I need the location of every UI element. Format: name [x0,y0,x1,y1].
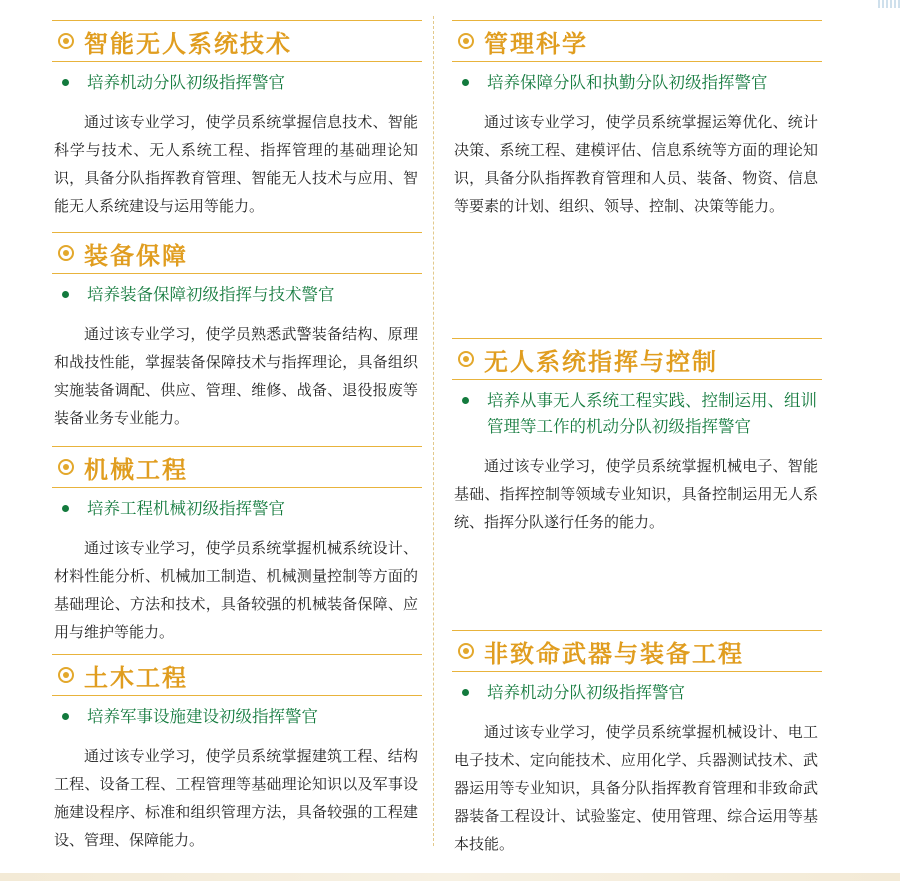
green-dot-icon [462,397,469,404]
section-unmanned-command-control [452,338,822,536]
section-subtitle [452,70,822,96]
subtitle-text: 培养保障分队和执勤分队初级指挥警官 [487,73,768,92]
subtitle-text: 培养工程机械初级指挥警官 [87,499,285,518]
section-title: 无人系统指挥与控制 [484,346,718,376]
section-header [452,338,822,380]
section-header [52,446,422,488]
green-dot-icon [62,291,69,298]
section-body: 通过该专业学习，使学员系统掌握机械电子、智能基础、指挥控制等领域专业知识，具备控制运用无人系统、指挥分队遂行任务的能力。 [454,457,818,531]
green-dot-icon [62,79,69,86]
section-title: 智能无人系统技术 [84,28,292,58]
section-body: 通过该专业学习，使学员系统掌握运筹优化、统计决策、系统工程、建模评估、信息系统等方面的理论知识，具备分队指挥教育管理和人员、装备、物资、信息等要素的计划、组织、领导、控制、决策等能力。 [454,113,818,215]
target-bullet-icon [58,33,74,49]
section-header [52,654,422,696]
target-bullet-icon [58,667,74,683]
subtitle-text: 培养装备保障初级指挥与技术警官 [87,285,335,304]
target-bullet-icon [58,459,74,475]
section-title: 土木工程 [84,662,188,692]
section-intelligent-unmanned-systems [52,20,422,220]
section-body: 通过该专业学习，使学员系统掌握建筑工程、结构工程、设备工程、工程管理等基础理论知识以及军事设施建设程序、标准和组织管理方法，具备较强的工程建设、管理、保障能力。 [54,747,418,849]
section-civil-engineering [52,654,422,854]
section-subtitle [452,680,822,706]
green-dot-icon [62,713,69,720]
section-header [452,630,822,672]
section-body: 通过该专业学习，使学员系统掌握信息技术、智能科学与技术、无人系统工程、指挥管理的基础理论知识，具备分队指挥教育管理、智能无人技术与应用、智能无人系统建设与运用等能力。 [54,113,418,215]
section-subtitle [452,388,822,440]
section-subtitle [52,496,422,522]
green-dot-icon [62,505,69,512]
subtitle-text: 培养机动分队初级指挥警官 [87,73,285,92]
green-dot-icon [462,689,469,696]
section-header [52,20,422,62]
section-title: 管理科学 [484,28,588,58]
target-bullet-icon [458,351,474,367]
section-mechanical-engineering [52,446,422,646]
section-management-science [452,20,822,220]
green-dot-icon [462,79,469,86]
section-title: 非致命武器与装备工程 [484,638,744,668]
section-body: 通过该专业学习，使学员系统掌握机械设计、电工电子技术、定向能技术、应用化学、兵器测试技术、武器运用等专业知识，具备分队指挥教育管理和非致命武器装备工程设计、试验鉴定、使用管理、综合运用等基本技能。 [454,723,818,853]
section-title: 装备保障 [84,240,188,270]
subtitle-text: 培养从事无人系统工程实践、控制运用、组训管理等工作的机动分队初级指挥警官 [487,391,817,436]
column-divider [433,16,434,846]
bottom-band [0,873,900,881]
subtitle-text: 培养机动分队初级指挥警官 [487,683,685,702]
section-body: 通过该专业学习，使学员熟悉武警装备结构、原理和战技性能，掌握装备保障技术与指挥理论，具备组织实施装备调配、供应、管理、维修、战备、退役报废等装备业务专业能力。 [54,325,418,427]
corner-decoration [878,0,900,8]
target-bullet-icon [458,33,474,49]
section-subtitle [52,282,422,308]
section-body: 通过该专业学习，使学员系统掌握机械系统设计、材料性能分析、机械加工制造、机械测量控制等方面的基础理论、方法和技术，具备较强的机械装备保障、应用与维护等能力。 [54,539,418,641]
section-title: 机械工程 [84,454,188,484]
section-subtitle [52,704,422,730]
section-header [452,20,822,62]
section-equipment-support [52,232,422,432]
section-non-lethal-weapons [452,630,822,858]
section-header [52,232,422,274]
subtitle-text: 培养军事设施建设初级指挥警官 [87,707,318,726]
target-bullet-icon [458,643,474,659]
target-bullet-icon [58,245,74,261]
section-subtitle [52,70,422,96]
